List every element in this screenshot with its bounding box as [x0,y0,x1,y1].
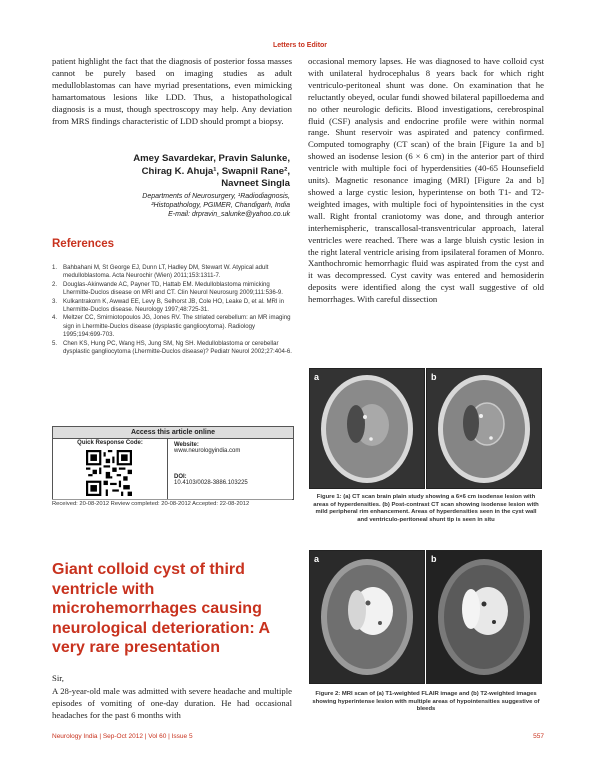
access-box-title: Access this article online [53,427,293,439]
author-list [90,153,290,191]
figure-1-caption: Figure 1: (a) CT scan brain plain study showing a 6×6 cm isodense lesion with areas of hyperdensities. (b) Post-contrast CT scan showing isodense lesion with mild peripheral rim enhancement. Areas of hyperdensities seen in the cyst wall and ventriculo-peritoneal shunt tip is seen in situ [313,494,539,524]
ct-scan-illustration [310,369,424,488]
author-line: Chirag K. Ahuja¹, Swapnil Rane², [141,165,290,177]
author-line: Amey Savardekar, Pravin Salunke, [133,153,290,164]
affiliations [70,192,290,219]
doi-label: DOI: [174,474,187,480]
reference-item: 1. Bahbahani M, St George EJ, Dunn LT, Hadley DM, Stewart W. Atypical adult medulloblastoma. Acta Neurochir (Wien) 2011;153:1311-7. [52,264,269,280]
left-bottom-paragraph: A 28-year-old male was admitted with severe headache and multiple episodes of vomiting of one-day duration. He had occasional headaches for the past 6 months with [52,686,292,720]
reference-item: 3. Kulkantrakorn K, Awwad EE, Levy B, Selhorst JB, Cole HO, Leake D, et al. MRI in Lhermitte-Duclos disease. Neurology 1997;48:725-31. [52,297,285,314]
figure-1b-image [426,368,542,489]
website-label: Website: [174,442,199,448]
article-title: Giant colloid cyst of third ventricle with microhemorrhages causing neurological deterioration: A very rare presentation [52,561,270,656]
doi-link[interactable]: 10.4103/0028-3886.103225 [174,480,248,486]
access-online-box [52,426,294,500]
page-footer [52,733,544,740]
salutation: Sir, [52,673,64,683]
qr-label: Quick Response Code: [77,440,143,446]
running-header: Letters to Editor [272,42,328,49]
figure-label: b [431,554,437,564]
journal-issue: Neurology India | Sep-Oct 2012 | Vol 60 | Issue 5 [52,733,193,740]
figure-2a-image [309,550,425,684]
figure-label: a [314,554,320,564]
figure-1a-image [309,368,425,489]
figure-label: b [431,372,437,382]
affiliation-line: ²Histopathology, PGIMER, Chandigarh, India [151,202,290,209]
email-line: E-mail: drpravin_salunke@yahoo.co.uk [168,211,290,218]
reference-item: 5. Chen KS, Hung PC, Wang HS, Jung SM, Ng SH. Medulloblastoma or cerebellar dysplastic gangliocytoma (Lhermitte-Duclos disease)? Pediatr Neurol 2002;27:404-6. [52,339,292,356]
figure-2-caption: Figure 2: MRI scan of (a) T1-weighted FLAIR image and (b) T2-weighted images showing hyperintense lesion with multiple areas of hypointensities suggestive of bleeds [312,691,540,713]
figure-2b-image [426,550,542,684]
figure-label: a [314,372,320,382]
mri-scan-illustration [310,551,424,683]
reference-list [52,264,292,356]
reference-item: 2. Douglas-Akinwande AC, Payner TD, Hattab EM. Medulloblastoma mimicking Lhermitte-Duclos disease on MRI and CT. Clin Neurol Neurosurg 2009;111:536-9. [52,280,283,297]
left-top-paragraph: patient highlight the fact that the diagnosis of posterior fossa masses cannot be purely based on imaging studies as adult medulloblastomas can have myriad presentations, even mimicking hamartomatous lesions like LDD. Thus, a histopathological diagnosis is a must, though spectroscopy may help. Any deviation from MRS findings characteristic of LDD should prompt a biopsy. [52,56,292,126]
mri-scan-illustration [427,551,541,683]
page-number: 557 [533,733,544,740]
references-heading: References [52,238,115,250]
author-line: Navneet Singla [221,178,290,189]
qr-code-icon[interactable] [86,450,132,496]
right-column-paragraph: occasional memory lapses. He was diagnosed to have colloid cyst with unilateral hydrocephalus 8 years back for which right ventriculo-peritoneal shunt was done. On examination that he reluctantly obeyed, ocular fundi showed bilateral papilloedema and no other neurologic deficits. Blood investigations, cerebrospinal fluid (CSF) analysis and endocrine profile were within normal range. Shunt reservoir was aspirated and patency confirmed. Computed tomography (CT scan) of the brain [Figure 1a and b] showed an isodense lesion (6 × 6 cm) in the anterior part of third ventricle with multiple foci of hyperdensities (40-65 Hounsefield units). Magnetic resonance imaging (MRI) [Figure 2a and b] showed a large cystic lesion, hyperintense on both T1- and T2-weighted images, with multiple foci of hypointensities in the cyst wall. Right frontal craniotomy was done, and through anterior interhemispheric, transcallosal-transventricular approach, lateral ventricles were reached. There was a large bluish cystic lesion in the right lateral ventricle arising from ipsilateral foramen of Monro. Xanthochromic hemorrhagic fluid was aspirated from the cyst and it was decompressed. Cyst cavity was entered and hemosiderin deposits were identified along the cyst wall suggestive of old hemorrhages. With careful dissection [308,56,544,305]
received-dates: Received: 20-08-2012 Review completed: 20-08-2012 Accepted: 22-08-2012 [52,499,292,507]
affiliation-line: Departments of Neurosurgery, ¹Radiodiagnosis, [142,193,290,200]
reference-item: 4. Meltzer CC, Smirniotopoulos JG, Jones RV. The striated cerebellum: an MR imaging sign in Lhermitte-Duclos disease (dysplastic gangliocytoma). Radiology 1995;194:699-703. [52,314,291,339]
ct-scan-illustration [427,369,541,488]
website-link[interactable]: www.neurologyindia.com [174,448,241,454]
